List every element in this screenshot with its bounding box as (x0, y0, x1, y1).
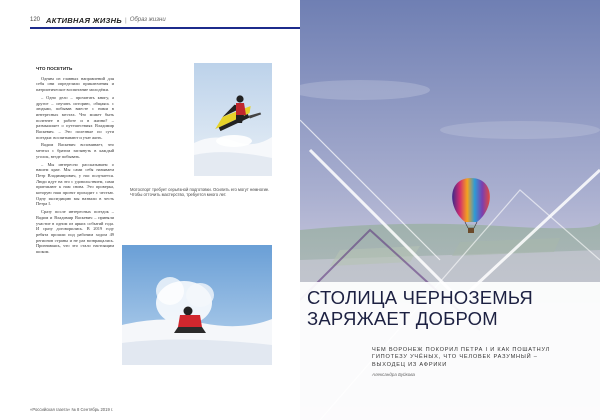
column-paragraph: Сразу после интересных поездок – Вадим и Владимир Васкевич – приняли участие в одном из ярких событий года. И сразу договорились. В 2019 году ребята прошли под рабочим ходом 49 регионов страны и не раз возвращались. Признаваясь, что это стало настоящим шоком. (36, 209, 114, 255)
section-subtitle: Образ жизни (129, 17, 166, 23)
snowmobile-icon (194, 63, 272, 176)
column-paragraph: – Одно дело – прочитать книгу, а другое – изучать историю, общаясь с людьми, побывав вместе с ними в интересных местах. Что может быть полезнее в работе и в жизни? – размышляет о путешествиях Владимир Васкевич. – Это полезные по сути поездки: воспитывают и учат жить. (36, 94, 114, 140)
column-paragraph: – Мы интересно рассказываем о нашем крае. Мы сами себя называем Петр Владимирович, у нас получается. Люди идут на это с удовольствием, сами приезжают к нам снова. Это проверка, которую наш проект проходит с честью. Одну экспедицию мы назвали в честь Петра I. (36, 161, 114, 207)
header-rule (30, 27, 300, 29)
column-paragraph: Одним из главных направлений для себя они определили приключения и патриотическое воспитание молодёжи. (36, 75, 114, 93)
title-line-2: ЗАРЯЖАЕТ ДОБРОМ (307, 308, 498, 329)
column-paragraph: Вадим Васкевич вспоминает, что мечтал с братом заглянуть в каждый уголок, везде побывать. (36, 142, 114, 159)
article-column (36, 66, 114, 386)
title-line-1: СТОЛИЦА ЧЕРНОЗЕМЬЯ (307, 287, 533, 308)
page-number: 120 (30, 17, 41, 23)
photo-caption: Мотоспорт требует серьёзной подготовки. Осилить его могут немногие. Чтобы отточить мастерство, требуется много лет. (130, 187, 270, 198)
column-lead: ЧТО ПОСЕТИТЬ (36, 66, 73, 71)
section-title: АКТИВНАЯ ЖИЗНЬ (46, 15, 123, 25)
article-title (307, 287, 557, 329)
snowmobile-photo (194, 63, 272, 176)
article-lead: ЧЕМ ВОРОНЕЖ ПОКОРИЛ ПЕТРА I И КАК ПОШАТНУЛ ГИПОТЕЗУ УЧЁНЫХ, ЧТО ЧЕЛОВЕК РАЗУМНЫЙ – ВЫХОДЕЦ ИЗ АФРИКИ (372, 347, 551, 368)
page-header (30, 12, 300, 28)
snow-scene-icon (122, 245, 272, 365)
snow-photo (122, 245, 272, 365)
author-name: Александра Буйкова (372, 372, 416, 377)
section-separator: | (125, 16, 127, 24)
page-footer: «Российская газета» № 8 Сентябрь 2019 г. (30, 407, 114, 412)
